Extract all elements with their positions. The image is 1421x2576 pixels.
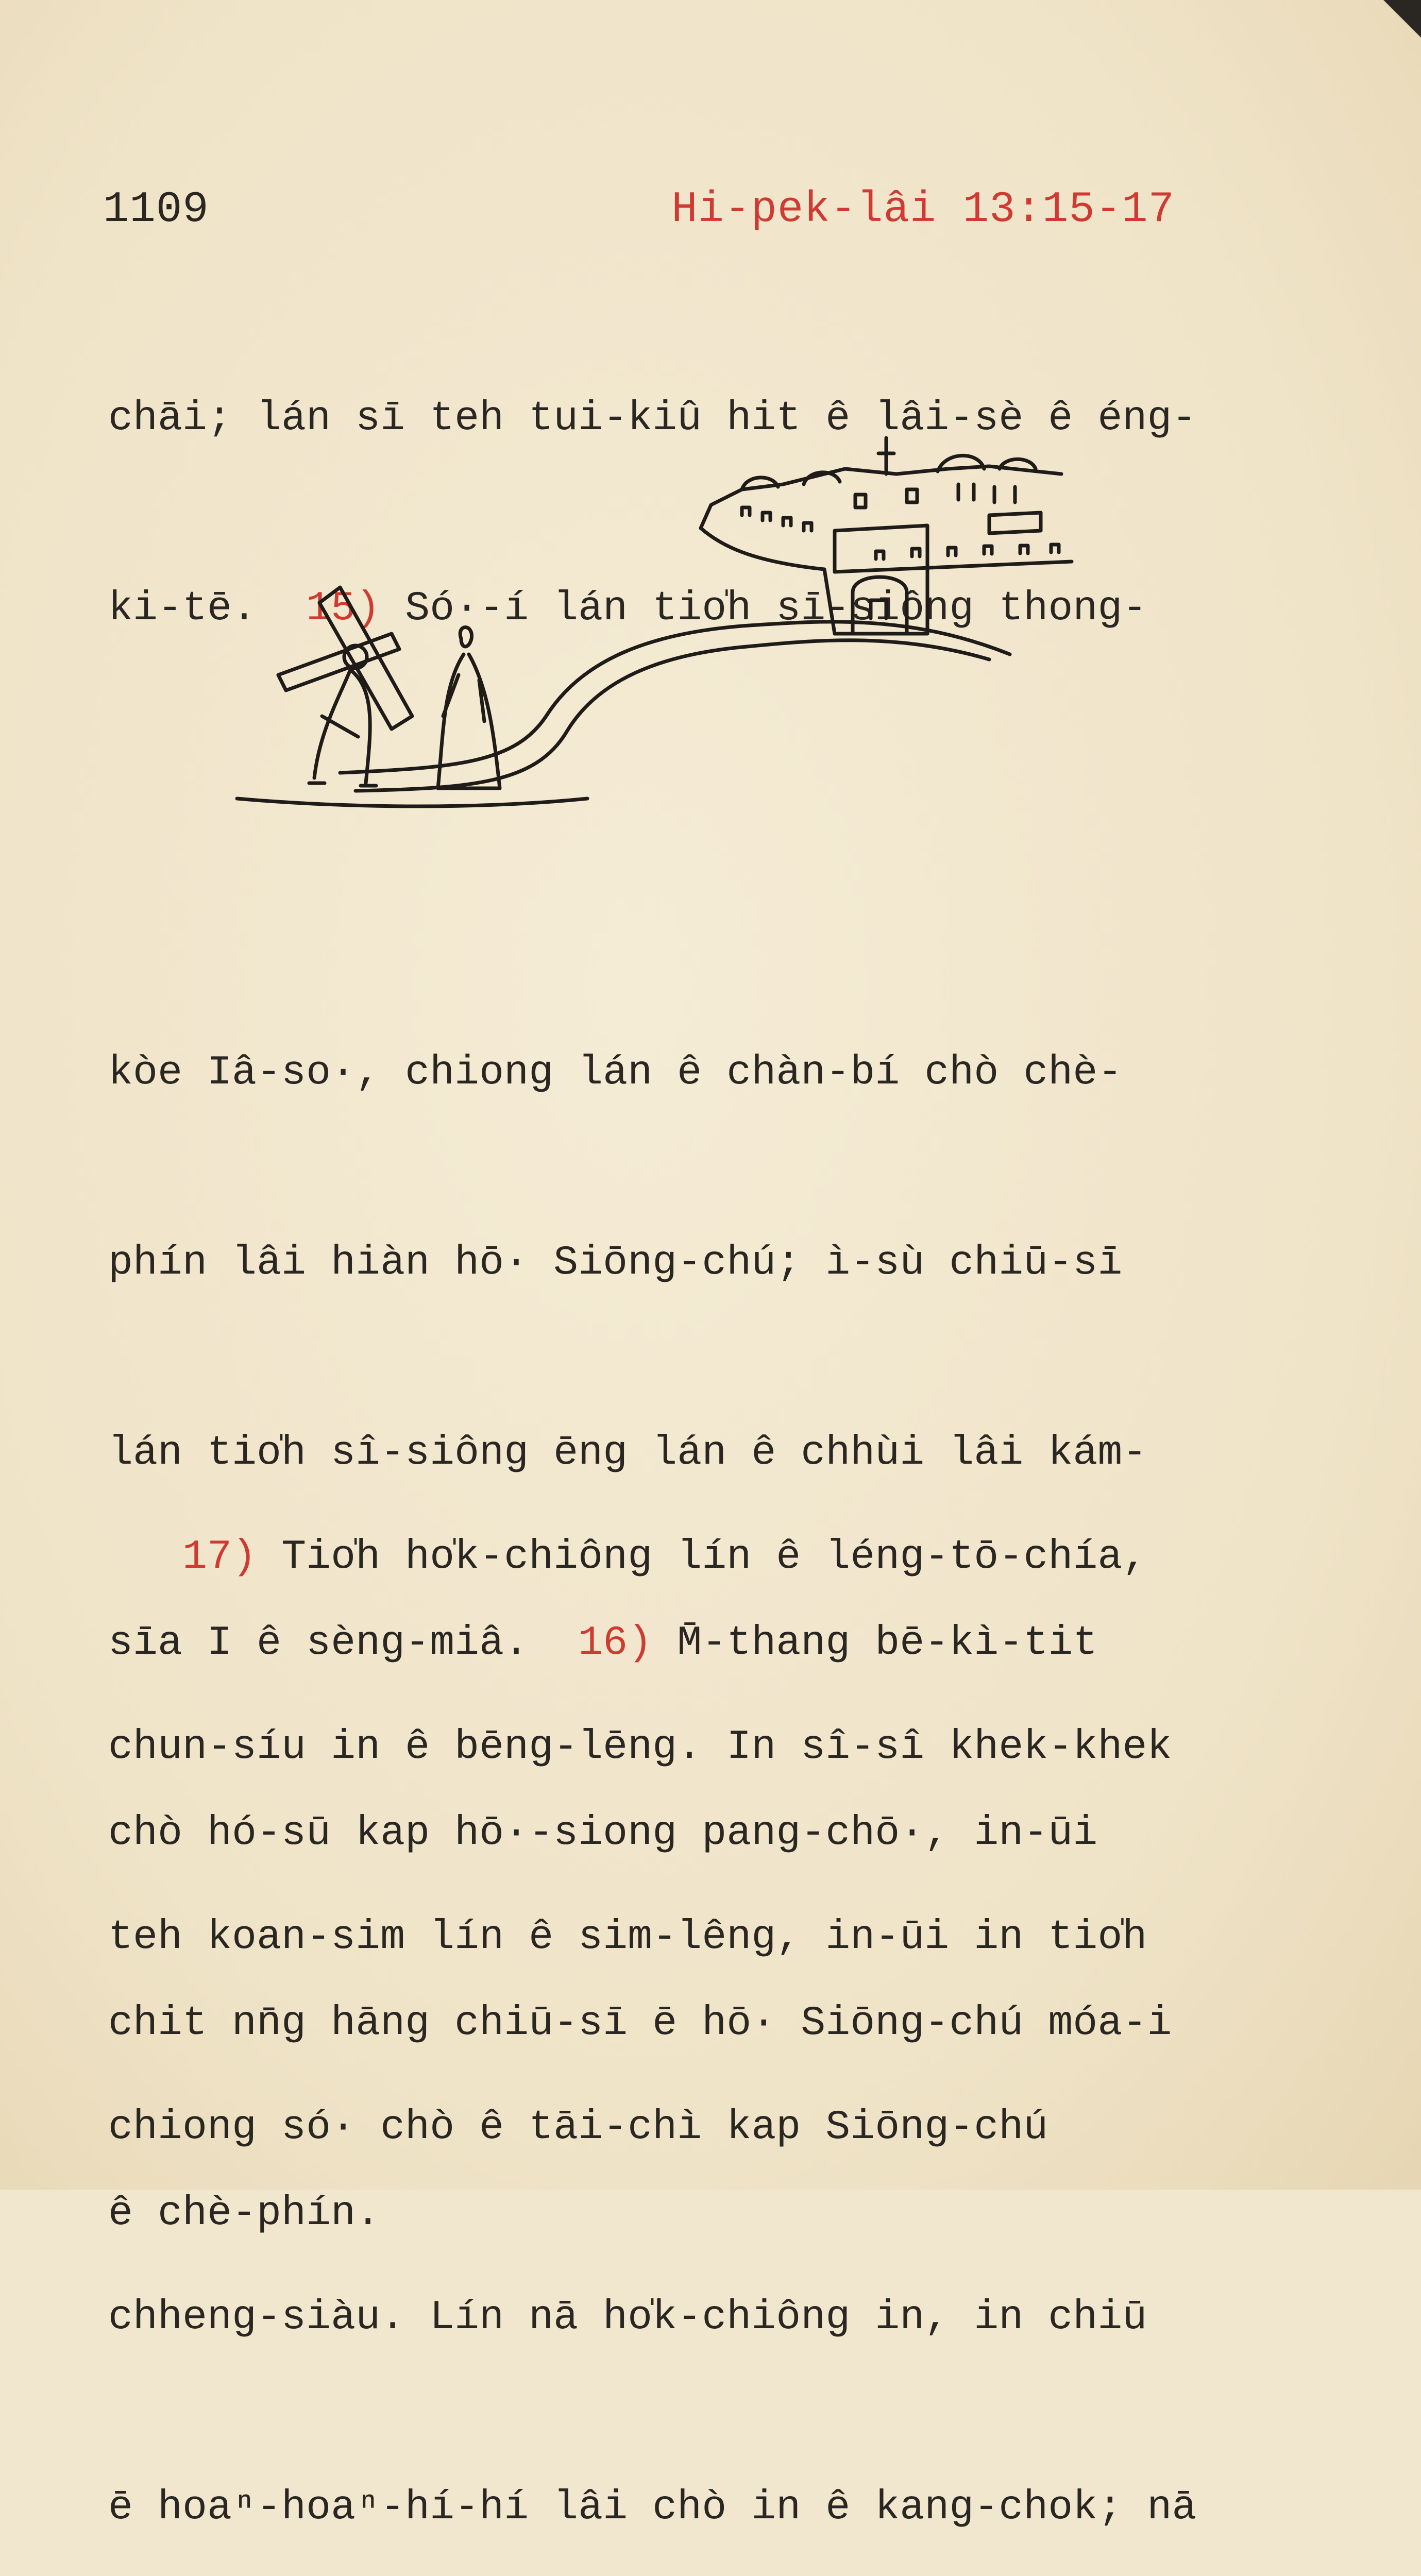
paragraph-3 [108, 1399, 1257, 2576]
jesus-figure-icon [309, 646, 376, 786]
page-header [103, 185, 1175, 242]
running-title: Hi-pek-lâi 13:15-17 [671, 185, 1175, 234]
text-line: chò hó-sū kap hō·-siong pang-chō·, in-ūi [108, 1810, 1098, 1857]
verse-number: 16) [578, 1620, 653, 1667]
verse-number: 17) [182, 1534, 257, 1581]
text-fragment: ki-tē. [108, 585, 257, 632]
ground-line [237, 799, 587, 806]
city-gate-icon [835, 526, 927, 634]
text-line: lán tio̍h sî-siông ēng lán ê chhùi lâi kám- [108, 1430, 1147, 1477]
text-line: teh koan-sim lín ê sim-lêng, in-ūi in tio̍h [108, 1914, 1147, 1961]
text-line: chiong só· chò ê tāi-chì kap Siōng-chú [108, 2104, 1048, 2151]
text-line: phín lâi hiàn hō· Siōng-chú; ì-sù chiū-sī [108, 1240, 1123, 1286]
text-line: chheng-siàu. Lín nā ho̍k-chiông in, in chiū [108, 2294, 1147, 2341]
text-line: kòe Iâ-so·, chiong lán ê chàn-bí chò chè- [108, 1049, 1123, 1096]
verse-text: Só·-í lán tio̍h sī-siông thong- [405, 585, 1147, 632]
verse-number: 15) [306, 585, 381, 632]
verse-text: M̄-thang bē-kì-tit [677, 1620, 1098, 1667]
verse-text: Tio̍h ho̍k-chiông lín ê léng-tō-chía, [281, 1534, 1147, 1581]
text-line [108, 1526, 1257, 1589]
text-line: ē hoaⁿ-hoaⁿ-hí-hí lâi chò in ê kang-chok; nā [108, 2484, 1197, 2531]
jesus-carrying-cross-to-jerusalem-illustration [227, 428, 1113, 829]
page-corner-curl [1375, 0, 1421, 46]
page-number: 1109 [103, 185, 209, 234]
text-line: chit nn̄g hāng chiū-sī ē hō· Siōng-chú móa-i [108, 2000, 1172, 2047]
text-line: chun-síu in ê bēng-lēng. In sî-sî khek-khek [108, 1724, 1172, 1771]
text-line: ê chè-phín. [108, 2190, 381, 2237]
text-line: chāi; lán sī teh tui-kiû hit ê lâi-sè ê éng- [108, 395, 1197, 442]
text-fragment: sīa I ê sèng-miâ. [108, 1620, 529, 1667]
